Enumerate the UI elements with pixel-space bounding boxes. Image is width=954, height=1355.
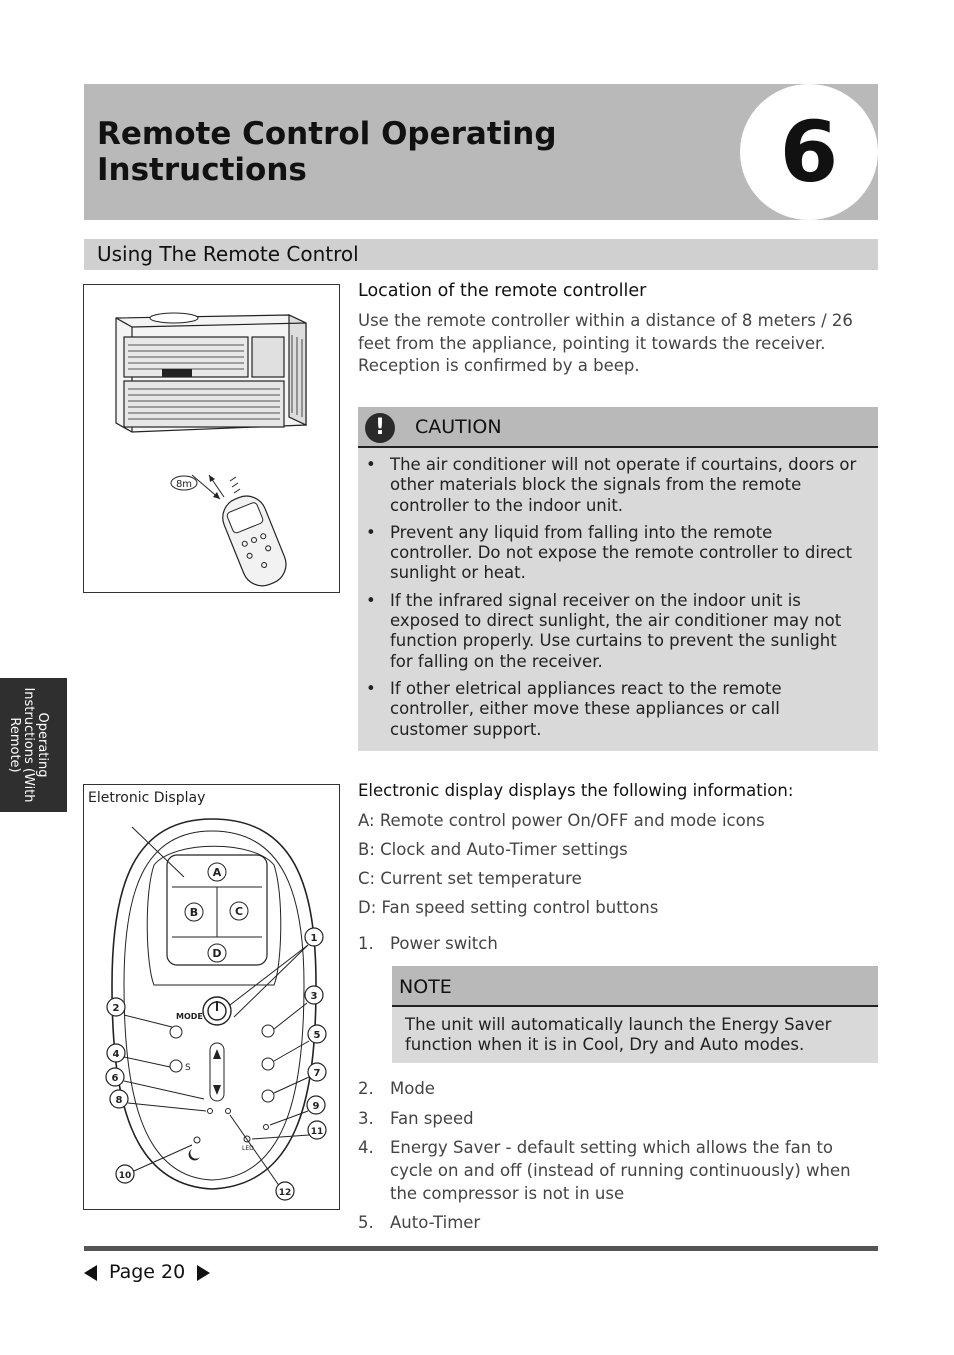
list-item: • The air conditioner will not operate if courtains, doors or other materials block the signals from the remote controller to the indoor unit. [366,455,857,515]
callout-6: 6 [111,1073,119,1084]
remote-control-diagram [84,785,339,1209]
callout-11: 11 [310,1127,324,1137]
callout-5: 5 [313,1030,321,1041]
list-item: 5. Auto-Timer [358,1213,481,1232]
s-label: S [185,1063,191,1073]
callout-10: 10 [118,1171,132,1181]
callout-12: 12 [278,1188,292,1198]
list-item: 1. Power switch [358,934,498,953]
side-tab-label: Operating Instructions (With Remote) [7,687,50,803]
footer-rule [84,1246,878,1251]
zone-label-a: A [212,866,222,879]
callout-4: 4 [112,1049,120,1060]
section-title: Using The Remote Control [97,242,359,266]
zone-label-c: C [234,905,244,918]
zone-label-d: D [212,947,222,960]
previous-page-icon[interactable] [84,1265,97,1281]
list-item: • If other eletrical appliances react to the remote controller, either move these appliances or call customer support. [366,678,782,739]
section-bar [84,239,878,270]
zone-label-b: B [189,906,199,919]
ac-remote-distance-figure [83,284,340,593]
figure-caption: Eletronic Display [88,790,206,806]
exclamation-icon: ! [365,413,395,443]
display-info-heading: Electronic display displays the following information: [358,781,794,800]
list-item: C: Current set temperature [358,869,582,888]
caution-header [358,407,878,448]
note-label: NOTE [399,976,452,998]
remote-diagram-figure [83,784,340,1210]
callout-1: 1 [310,933,318,944]
note-box [392,966,878,1063]
list-item: • If the infrared signal receiver on the indoor unit is exposed to direct sunlight, the air conditioner may not function properly. Use curtains to prevent the sunlight for falling on the receiver. [366,590,842,671]
location-heading: Location of the remote controller [358,281,647,301]
air-conditioner-illustration [84,285,339,592]
list-item: • Prevent any liquid from falling into the remote controller. Do not expose the remote controller to direct sunlight or heat. [366,522,853,583]
list-item: 2. Mode [358,1079,435,1098]
page-footer [84,1260,210,1284]
list-item: D: Fan speed setting control buttons [358,898,659,917]
caution-list [358,455,878,747]
page-number: Page 20 [109,1261,186,1283]
list-item: A: Remote control power On/OFF and mode icons [358,811,765,830]
list-item: B: Clock and Auto-Timer settings [358,840,628,859]
note-text: The unit will automatically launch the Energy Saver function when it is in Cool, Dry and Auto modes. [405,1015,832,1054]
list-item: 4. Energy Saver - default setting which allows the fan to cycle on and off (instead of running continuously) when the compressor is not in use [358,1138,851,1203]
chapter-header [84,84,878,220]
chapter-number-badge: 6 [740,84,878,220]
callout-3: 3 [310,991,318,1002]
page-title: Remote Control Operating Instructions [97,116,557,188]
list-item: 3. Fan speed [358,1109,474,1128]
callout-9: 9 [312,1101,320,1112]
distance-label: 8m [175,479,193,490]
caution-label: CAUTION [415,416,502,438]
location-text: Use the remote controller within a distance of 8 meters / 26 feet from the appliance, pointing it towards the receiver. Reception is confirmed by a beep. [358,311,853,375]
mode-label: MODE [176,1012,203,1021]
caution-box [358,407,878,751]
side-chapter-tab [0,678,67,812]
callout-2: 2 [112,1003,120,1014]
next-page-icon[interactable] [197,1265,210,1281]
led-label: LED [242,1145,254,1152]
callout-7: 7 [313,1068,321,1079]
callout-8: 8 [115,1095,123,1106]
note-header [392,966,878,1007]
